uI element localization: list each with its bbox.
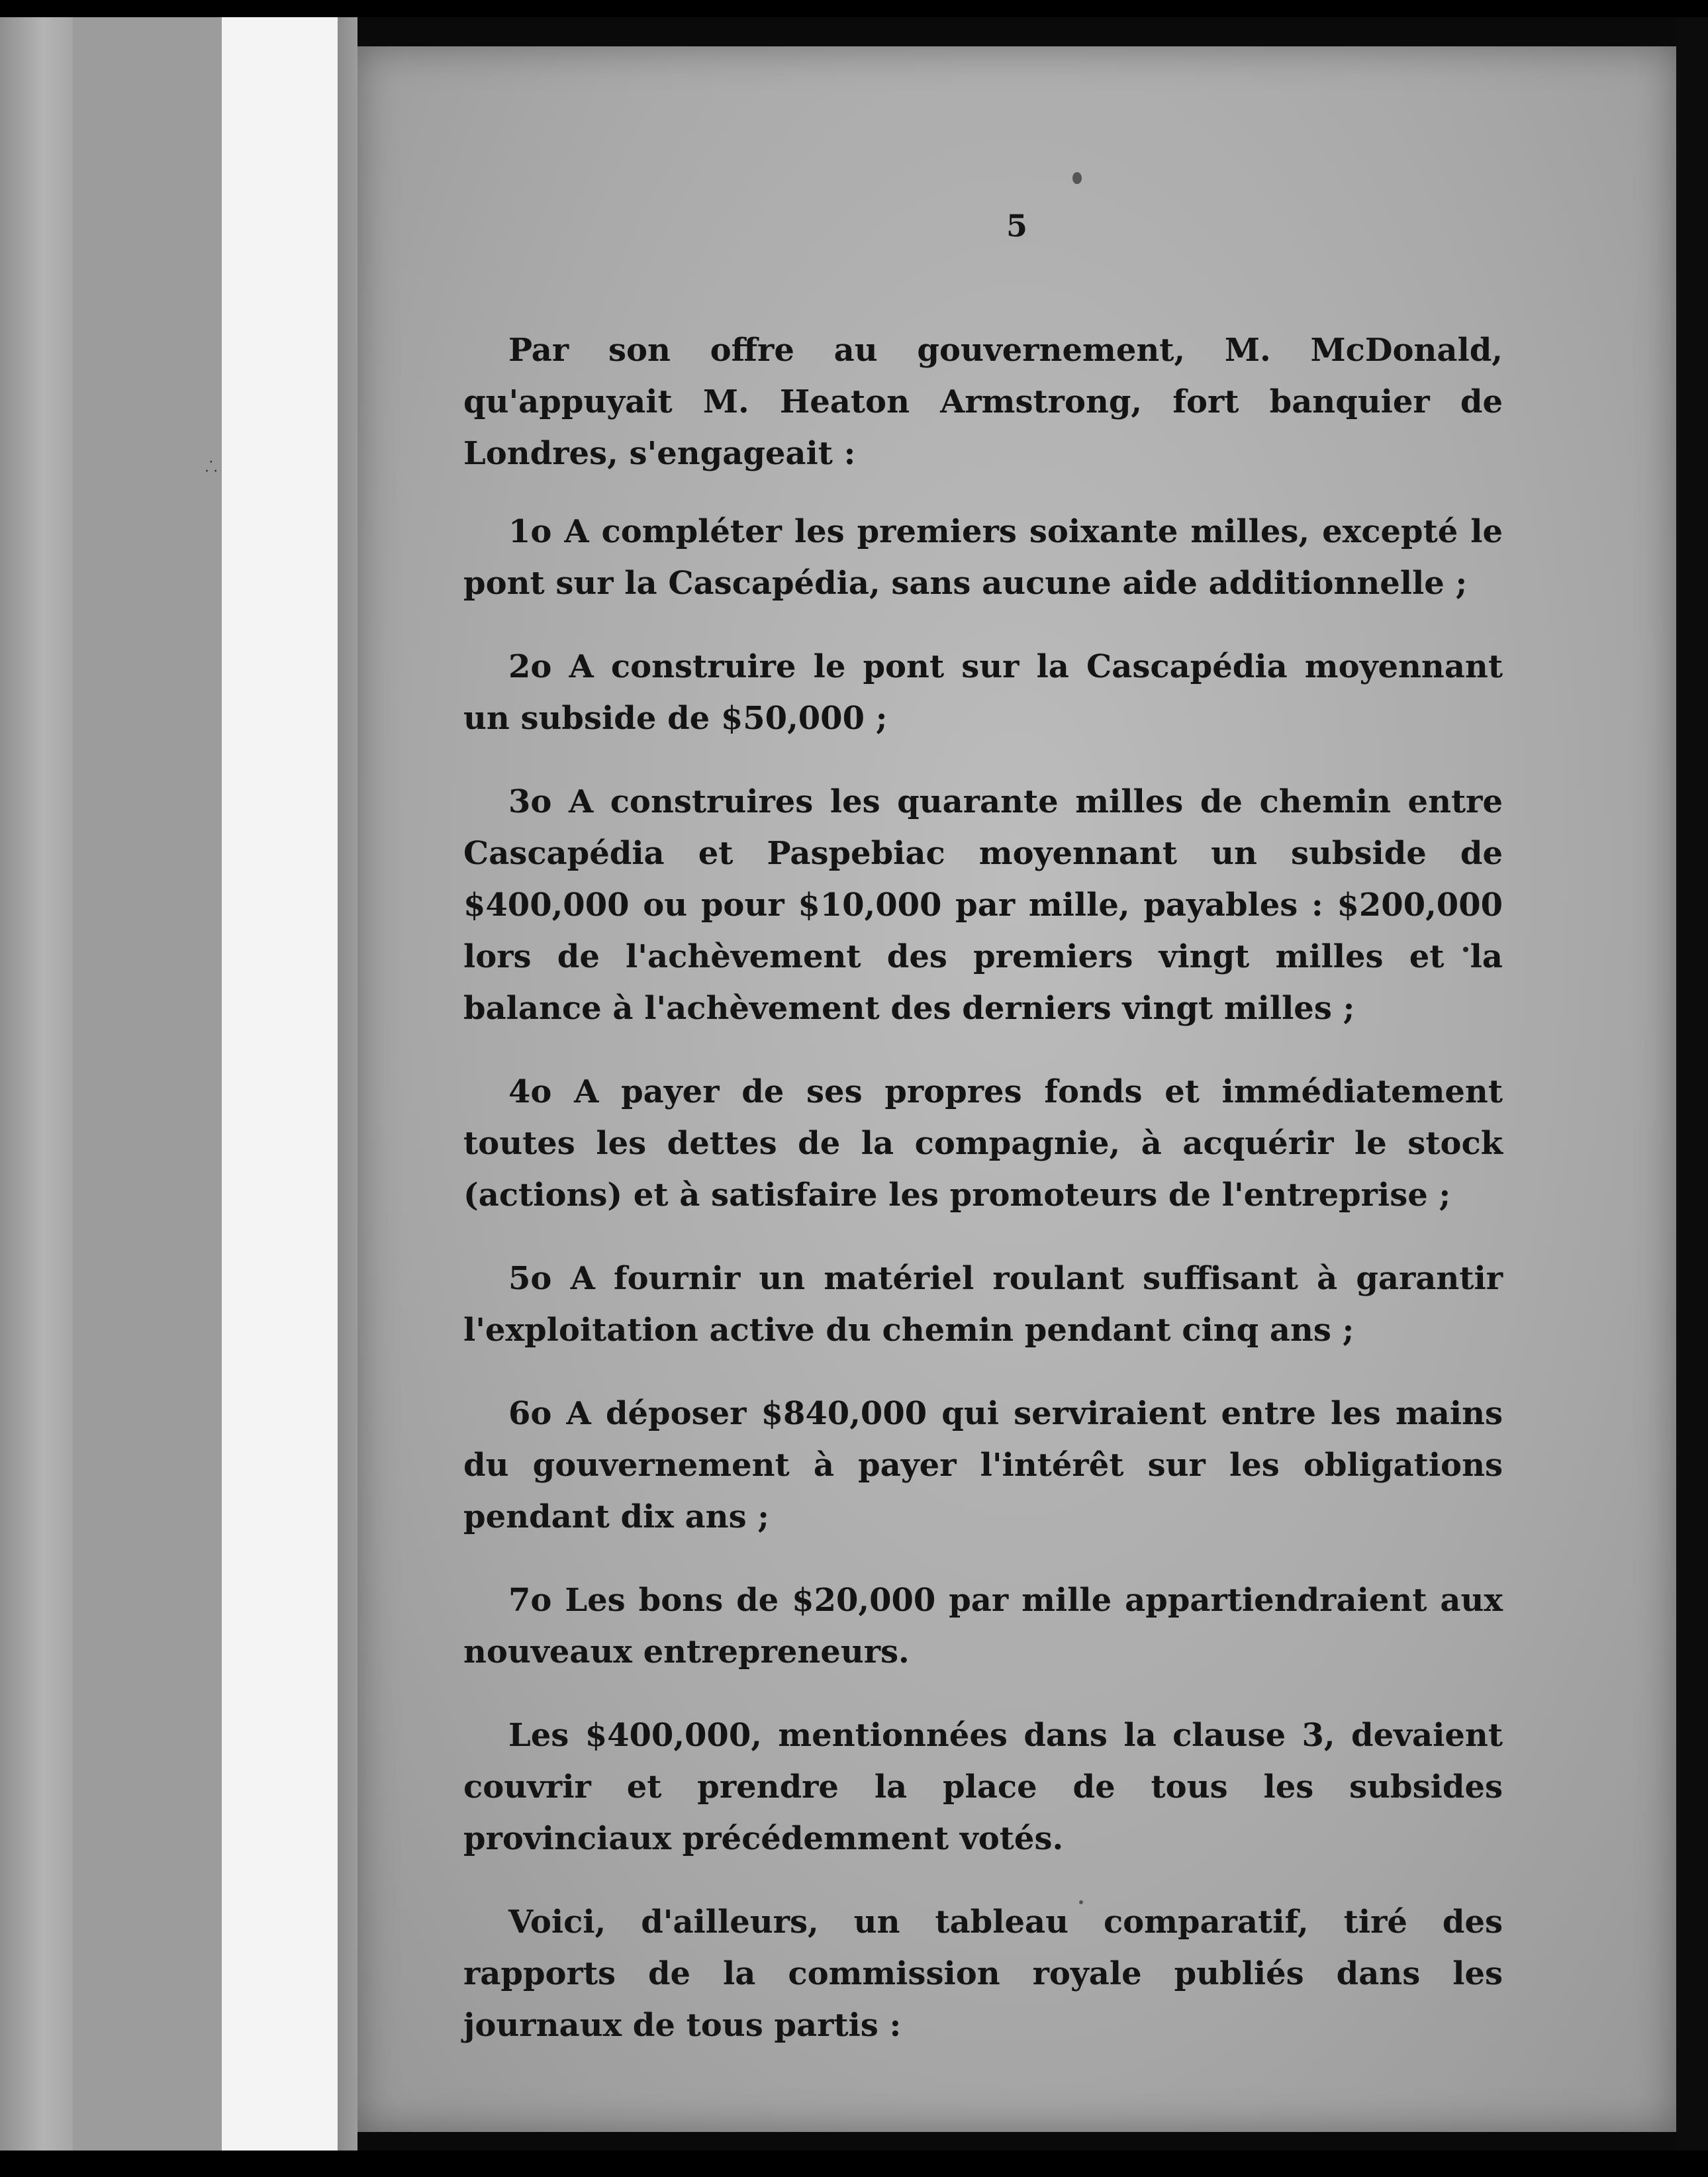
paragraph-table-intro: Voici, d'ailleurs, un tableau comparatif, tiré des rapports de la commission royale publiés dans les journaux de tous partis : [463, 1904, 1503, 2044]
paragraph-clause-6: 6o A déposer $840,000 qui serviraient entre les mains du gouvernement à payer l'intérêt sur les obligations pendant dix ans ; [463, 1395, 1503, 1535]
paragraph-clause-1: 1o A compléter les premiers soixante milles, excepté le pont sur la Cascapédia, sans aucune aide additionnelle ; [463, 513, 1503, 602]
document-page [357, 46, 1676, 2132]
page-number: 5 [1006, 208, 1027, 244]
scan-top-border [0, 0, 1708, 17]
paragraph-clause-2: 2o A construire le pont sur la Cascapédia moyennant un subside de $50,000 ; [463, 648, 1503, 737]
scan-left-margin [0, 17, 73, 2151]
paragraph-clause-3: 3o A construires les quarante milles de chemin entre Cascapédia et Paspebiac moyennant un subside de $400,000 ou pour $10,000 par mille, payables : $200,000 lors de l'achèvement des premiers vingt milles et la balance à l'achèvement des derniers vingt milles ; [463, 783, 1503, 1027]
scan-bottom-border [0, 2151, 1708, 2177]
paragraph-clause-7: 7o Les bons de $20,000 par mille appartiendraient aux nouveaux entrepreneurs. [463, 1582, 1503, 1670]
body-text [463, 212, 1503, 2083]
scan-binding-gap [73, 17, 222, 2151]
scan-white-strip [222, 17, 338, 2151]
paragraph-subsidy-note: Les $400,000, mentionnées dans la clause 3, devaient couvrir et prendre la place de tous les subsides provinciaux précédemment votés. [463, 1717, 1503, 1857]
scan-right-border [1676, 17, 1708, 2151]
scan-strip-edge [338, 17, 357, 2151]
margin-mark: ⸫ [205, 459, 218, 475]
paper-speck [1072, 172, 1082, 184]
paragraph-clause-5: 5o A fournir un matériel roulant suffisant à garantir l'exploitation active du chemin pendant cinq ans ; [463, 1260, 1503, 1349]
paragraph-intro: Par son offre au gouvernement, M. McDonald, qu'appuyait M. Heaton Armstrong, fort banquier de Londres, s'engageait : [463, 332, 1503, 472]
paragraph-clause-4: 4o A payer de ses propres fonds et immédiatement toutes les dettes de la compagnie, à acquérir le stock (actions) et à satisfaire les promoteurs de l'entreprise ; [463, 1073, 1503, 1214]
